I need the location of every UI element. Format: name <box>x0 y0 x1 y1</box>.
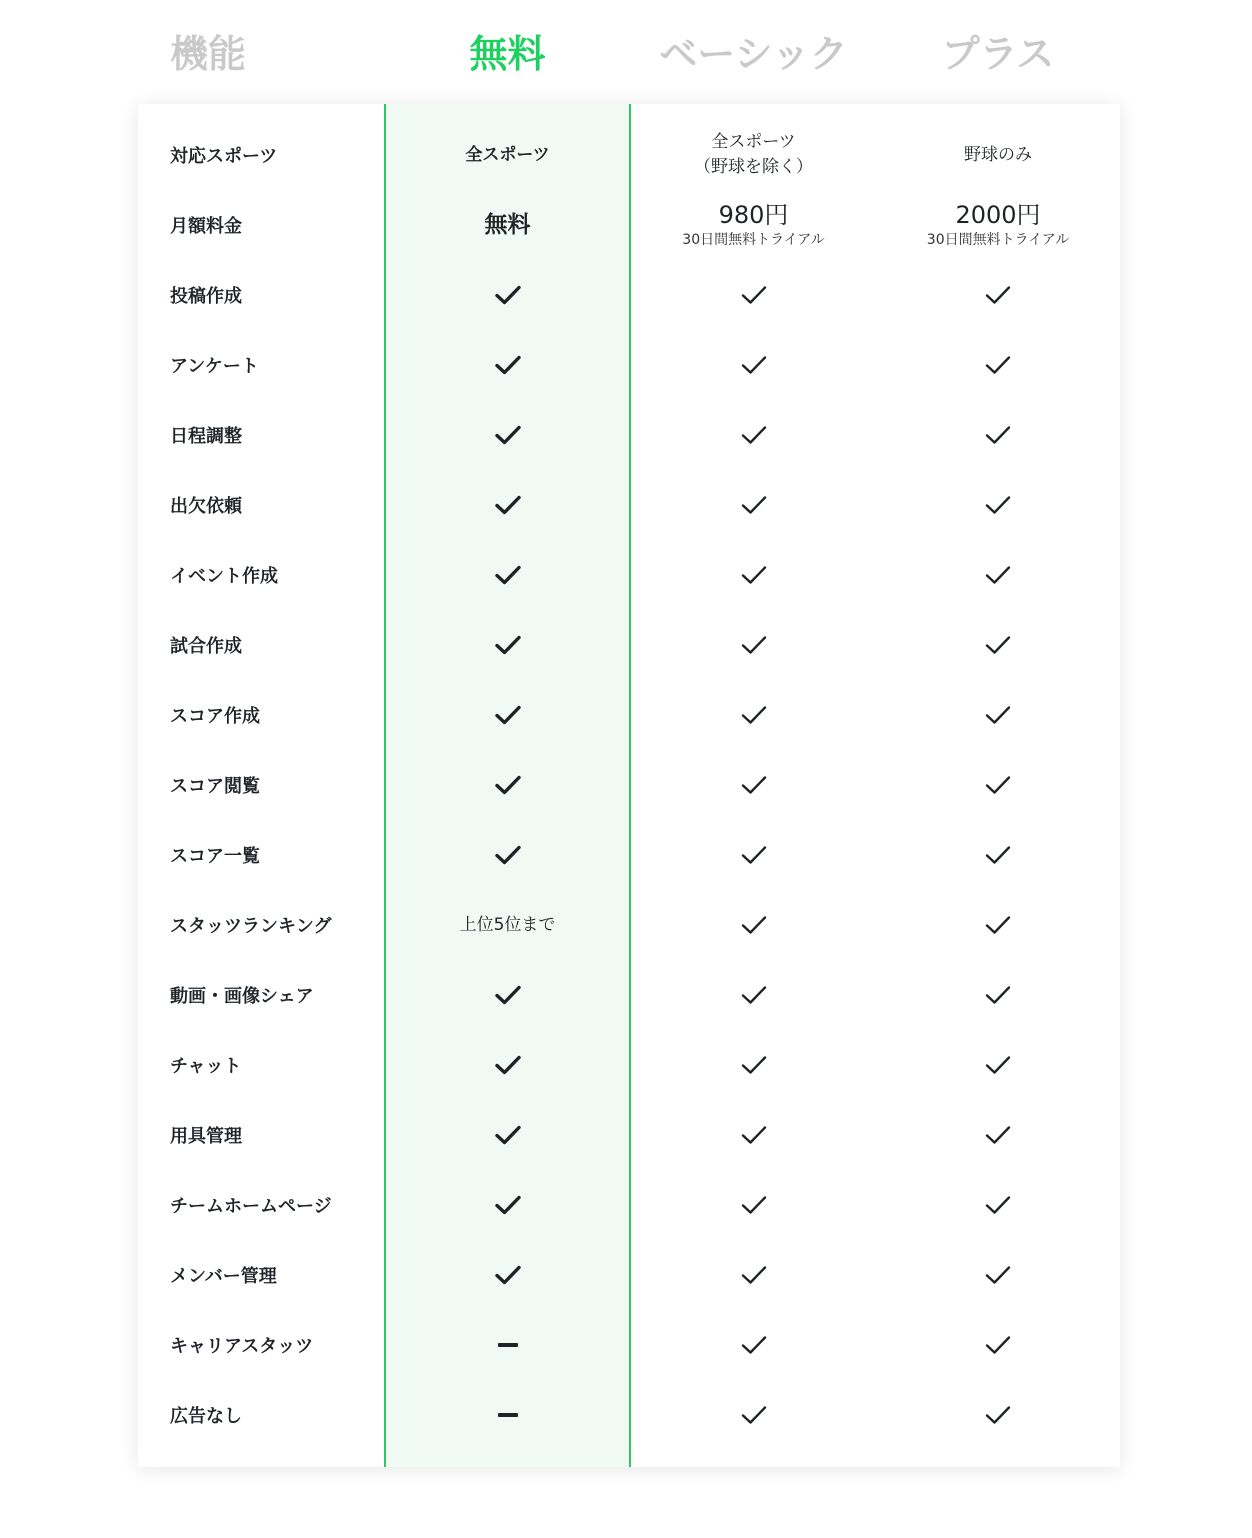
plus-plan-cell <box>876 120 1120 190</box>
cell-text: 全スポーツ <box>465 144 550 165</box>
plus-plan-cell <box>876 820 1120 890</box>
free-plan-cell <box>384 540 631 610</box>
table-row <box>138 750 1120 820</box>
free-plan-header: 無料 <box>469 32 546 76</box>
feature-label: スコア閲覧 <box>170 776 260 797</box>
dash-icon <box>498 1343 518 1347</box>
feature-column-header: 機能 <box>170 32 247 76</box>
plus-plan-cell <box>876 470 1120 540</box>
free-plan-cell <box>384 470 631 540</box>
feature-label: スタッツランキング <box>170 916 332 937</box>
plus-plan-cell <box>876 750 1120 820</box>
plus-plan-cell <box>876 1240 1120 1310</box>
feature-label: スコア作成 <box>170 706 260 727</box>
plus-plan-cell <box>876 610 1120 680</box>
price-block <box>927 200 1069 250</box>
check-icon <box>494 424 522 446</box>
free-plan-cell <box>384 1100 631 1170</box>
check-icon <box>494 354 522 376</box>
free-plan-cell <box>384 750 631 820</box>
check-icon <box>984 984 1012 1006</box>
table-row <box>138 1030 1120 1100</box>
free-plan-cell <box>384 1030 631 1100</box>
check-icon <box>984 564 1012 586</box>
feature-label: チャット <box>170 1056 242 1077</box>
table-row <box>138 260 1120 330</box>
check-icon <box>984 354 1012 376</box>
feature-label: キャリアスタッツ <box>170 1336 314 1357</box>
basic-plan-cell <box>631 890 876 960</box>
free-plan-cell <box>384 260 631 330</box>
check-icon <box>984 634 1012 656</box>
check-icon <box>740 1124 768 1146</box>
table-row <box>138 1310 1120 1380</box>
check-icon <box>984 1264 1012 1286</box>
check-icon <box>494 494 522 516</box>
plus-plan-cell <box>876 1170 1120 1240</box>
free-plan-cell <box>384 400 631 470</box>
basic-plan-cell <box>631 1310 876 1380</box>
basic-plan-cell <box>631 1100 876 1170</box>
table-row <box>138 330 1120 400</box>
check-icon <box>740 914 768 936</box>
check-icon <box>984 1194 1012 1216</box>
check-icon <box>984 1334 1012 1356</box>
free-plan-cell <box>384 1380 631 1450</box>
feature-label: 広告なし <box>170 1406 242 1427</box>
check-icon <box>494 984 522 1006</box>
basic-plan-cell <box>631 1030 876 1100</box>
check-icon <box>740 634 768 656</box>
check-icon <box>494 1054 522 1076</box>
check-icon <box>494 284 522 306</box>
plus-plan-cell <box>876 1380 1120 1450</box>
basic-plan-cell <box>631 470 876 540</box>
table-row <box>138 120 1120 190</box>
table-row <box>138 610 1120 680</box>
dash-icon <box>498 1413 518 1417</box>
comparison-rows <box>138 120 1120 1450</box>
free-plan-cell <box>384 120 631 190</box>
basic-plan-cell <box>631 260 876 330</box>
basic-plan-cell <box>631 610 876 680</box>
free-plan-cell <box>384 820 631 890</box>
check-icon <box>494 1124 522 1146</box>
basic-plan-cell <box>631 190 876 260</box>
plus-plan-cell <box>876 960 1120 1030</box>
check-icon <box>740 424 768 446</box>
free-plan-cell <box>384 1170 631 1240</box>
check-icon <box>494 704 522 726</box>
free-plan-cell <box>384 960 631 1030</box>
feature-label: 用具管理 <box>170 1126 242 1147</box>
basic-plan-cell <box>631 960 876 1030</box>
table-row <box>138 820 1120 890</box>
feature-label: 日程調整 <box>170 426 242 447</box>
plus-plan-cell <box>876 1030 1120 1100</box>
cell-text-line2: （野球を除く） <box>694 157 813 177</box>
check-icon <box>984 914 1012 936</box>
table-row <box>138 1380 1120 1450</box>
free-plan-cell <box>384 330 631 400</box>
feature-label: 動画・画像シェア <box>170 986 314 1007</box>
table-row <box>138 960 1120 1030</box>
feature-label: スコア一覧 <box>170 846 260 867</box>
table-row <box>138 890 1120 960</box>
basic-plan-cell <box>631 540 876 610</box>
table-row <box>138 1240 1120 1310</box>
basic-plan-cell <box>631 1380 876 1450</box>
plus-plan-cell <box>876 540 1120 610</box>
free-plan-cell <box>384 190 631 260</box>
price-amount: 980円 <box>718 201 789 229</box>
check-icon <box>740 704 768 726</box>
check-icon <box>984 844 1012 866</box>
check-icon <box>740 564 768 586</box>
multiline-text <box>694 130 813 180</box>
check-icon <box>740 1194 768 1216</box>
feature-label: チームホームページ <box>170 1196 332 1217</box>
feature-label: 対応スポーツ <box>170 146 278 167</box>
cell-text: 上位5位まで <box>459 914 556 935</box>
check-icon <box>984 1404 1012 1426</box>
table-row <box>138 680 1120 750</box>
basic-plan-cell <box>631 400 876 470</box>
check-icon <box>494 564 522 586</box>
free-plan-cell <box>384 610 631 680</box>
check-icon <box>984 494 1012 516</box>
cell-text: 野球のみ <box>964 144 1032 165</box>
basic-plan-cell <box>631 1240 876 1310</box>
check-icon <box>740 1054 768 1076</box>
trial-note: 30日間無料トライアル <box>926 232 1070 248</box>
feature-label: 出欠依頼 <box>170 496 242 517</box>
feature-label: 月額料金 <box>170 216 242 237</box>
price-block <box>682 200 824 250</box>
comparison-table <box>138 104 1120 1467</box>
table-row <box>138 470 1120 540</box>
feature-label: アンケート <box>170 356 259 377</box>
check-icon <box>740 1264 768 1286</box>
basic-plan-cell <box>631 120 876 190</box>
plus-plan-cell <box>876 190 1120 260</box>
trial-note: 30日間無料トライアル <box>682 232 825 248</box>
plus-plan-cell <box>876 1310 1120 1380</box>
check-icon <box>740 284 768 306</box>
table-row <box>138 540 1120 610</box>
basic-plan-cell <box>631 330 876 400</box>
price-amount: 2000円 <box>955 201 1041 229</box>
basic-plan-cell <box>631 750 876 820</box>
plus-plan-header: プラス <box>941 32 1055 76</box>
table-row <box>138 1100 1120 1170</box>
check-icon <box>740 1404 768 1426</box>
check-icon <box>740 1334 768 1356</box>
feature-label: 試合作成 <box>170 636 242 657</box>
check-icon <box>740 844 768 866</box>
free-plan-cell <box>384 1310 631 1380</box>
table-row <box>138 400 1120 470</box>
plus-plan-cell <box>876 260 1120 330</box>
check-icon <box>494 634 522 656</box>
basic-plan-cell <box>631 680 876 750</box>
check-icon <box>494 1264 522 1286</box>
check-icon <box>494 1194 522 1216</box>
basic-plan-header: ベーシック <box>659 32 848 76</box>
plus-plan-cell <box>876 1100 1120 1170</box>
basic-plan-cell <box>631 1170 876 1240</box>
check-icon <box>494 774 522 796</box>
table-row <box>138 190 1120 260</box>
check-icon <box>984 284 1012 306</box>
check-icon <box>740 354 768 376</box>
free-plan-cell <box>384 680 631 750</box>
basic-plan-cell <box>631 820 876 890</box>
check-icon <box>740 774 768 796</box>
check-icon <box>984 774 1012 796</box>
cell-text: 無料 <box>484 211 531 238</box>
feature-label: メンバー管理 <box>170 1266 277 1287</box>
plus-plan-cell <box>876 400 1120 470</box>
check-icon <box>984 1054 1012 1076</box>
check-icon <box>984 424 1012 446</box>
plus-plan-cell <box>876 890 1120 960</box>
check-icon <box>984 704 1012 726</box>
feature-label: 投稿作成 <box>170 286 242 307</box>
check-icon <box>984 1124 1012 1146</box>
plus-plan-cell <box>876 680 1120 750</box>
cell-text-line1: 全スポーツ <box>711 132 796 152</box>
table-row <box>138 1170 1120 1240</box>
feature-label: イベント作成 <box>170 566 278 587</box>
plan-header-row <box>0 24 1252 84</box>
check-icon <box>740 984 768 1006</box>
check-icon <box>494 844 522 866</box>
free-plan-cell <box>384 1240 631 1310</box>
plus-plan-cell <box>876 330 1120 400</box>
check-icon <box>740 494 768 516</box>
free-plan-cell <box>384 890 631 960</box>
